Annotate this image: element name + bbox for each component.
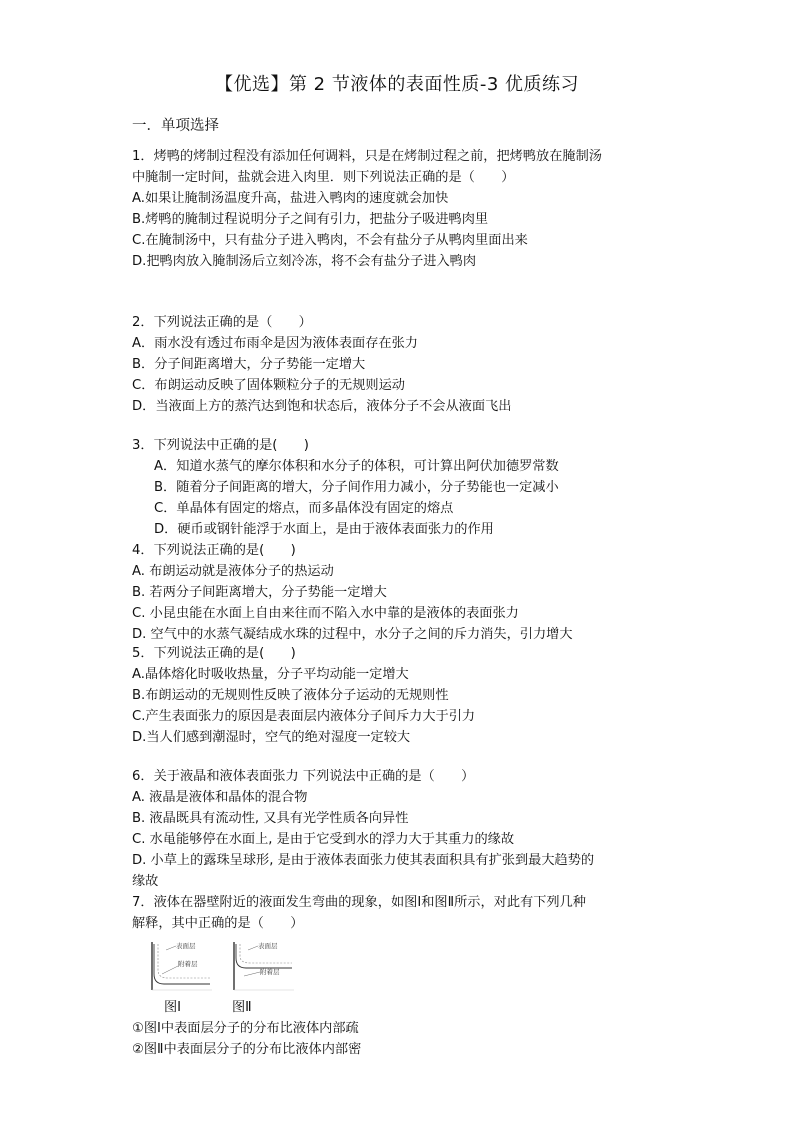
question-7-stem-line-1: 7．液体在器壁附近的液面发生弯曲的现象，如图Ⅰ和图Ⅱ所示，对此有下列几种 [132,895,586,910]
question-5 [132,643,667,748]
question-5-option-c: C.产生表面张力的原因是表面层内液体分子间斥力大于引力 [132,709,476,724]
question-1-stem-line-1: 1．烤鸭的烤制过程没有添加任何调料，只是在烤制过程之前，把烤鸭放在腌制汤 [132,149,602,164]
question-5-option-d: D.当人们感到潮湿时，空气的绝对湿度一定较大 [132,730,411,745]
figure-2-diagram [234,941,294,990]
question-1-option-b: B.烤鸭的腌制过程说明分子之间有引力，把盐分子吸进鸭肉里 [132,212,489,227]
question-3-option-c: C．单晶体有固定的熔点，而多晶体没有固定的熔点 [154,501,454,516]
question-7-statement-1: ①图Ⅰ中表面层分子的分布比液体内部疏 [132,1021,359,1036]
question-2-option-b: B．分子间距离增大，分子势能一定增大 [132,357,366,372]
question-4 [132,540,667,645]
figure-1-caption: 图Ⅰ [164,1000,182,1015]
figure-2-caption: 图Ⅱ [232,1000,252,1015]
question-6-option-a: A. 液晶是液体和晶体的混合物 [132,790,308,805]
question-1-option-d: D.把鸭肉放入腌制汤后立刻冷冻，将不会有盐分子进入鸭肉 [132,254,477,269]
question-5-stem: 5．下列说法正确的是( ) [132,646,296,661]
question-6-option-d-line-2: 缘故 [132,874,159,889]
question-2 [132,312,667,417]
question-2-stem: 2．下列说法正确的是（ ） [132,315,312,330]
question-7-stem-line-2: 解释，其中正确的是（ ） [132,916,304,931]
figure-2-attach-label: 附着层 [260,968,280,976]
page-title: 【优选】第 2 节液体的表面性质-3 优质练习 [214,74,580,95]
question-7 [132,892,667,934]
question-1-stem-line-2: 中腌制一定时间，盐就会进入肉里．则下列说法正确的是（ ） [132,170,515,185]
question-3-option-d: D．硬币或钢针能浮于水面上，是由于液体表面张力的作用 [154,522,494,537]
question-7-statements [132,1018,667,1060]
question-3 [132,435,667,540]
question-2-option-c: C．布朗运动反映了固体颗粒分子的无规则运动 [132,378,405,393]
figure-1-attach-label: 附着层 [178,960,198,968]
question-6-stem: 6．关于液晶和液体表面张力 下列说法中正确的是（ ） [132,769,475,784]
question-2-option-d: D．当液面上方的蒸汽达到饱和状态后，液体分子不会从液面飞出 [132,399,512,414]
question-4-option-d: D. 空气中的水蒸气凝结成水珠的过程中，水分子之间的斥力消失，引力增大 [132,627,573,642]
question-4-option-b: B. 若两分子间距离增大，分子势能一定增大 [132,585,387,600]
question-1-option-c: C.在腌制汤中，只有盐分子进入鸭肉，不会有盐分子从鸭肉里面出来 [132,233,528,248]
figure-1-surface-label: 表面层 [176,942,196,950]
question-3-option-b: B．随着分子间距离的增大，分子间作用力减小，分子势能也一定减小 [154,480,559,495]
section-heading: 一．单项选择 [132,118,219,134]
question-1-option-a: A.如果让腌制汤温度升高，盐进入鸭肉的速度就会加快 [132,191,449,206]
question-6-option-d-line-1: D. 小草上的露珠呈球形, 是由于液体表面张力使其表面积具有扩张到最大趋势的 [132,853,595,868]
question-3-option-a: A．知道水蒸气的摩尔体积和水分子的体积，可计算出阿伏加德罗常数 [154,459,559,474]
question-6 [132,766,667,892]
question-5-option-b: B.布朗运动的无规则性反映了液体分子运动的无规则性 [132,688,449,703]
question-4-option-a: A. 布朗运动就是液体分子的热运动 [132,564,334,579]
question-4-option-c: C. 小昆虫能在水面上自由来往而不陷入水中靠的是液体的表面张力 [132,606,519,621]
question-5-option-a: A.晶体熔化时吸收热量，分子平均动能一定增大 [132,667,409,682]
figure-2-surface-label: 表面层 [258,942,278,950]
question-6-option-b: B. 液晶既具有流动性, 又具有光学性质各向异性 [132,811,409,826]
question-6-option-c: C. 水黾能够停在水面上, 是由于它受到水的浮力大于其重力的缘故 [132,832,515,847]
question-1 [132,146,667,272]
question-2-option-a: A．雨水没有透过布雨伞是因为液体表面存在张力 [132,336,418,351]
figure-1-diagram [152,941,212,990]
question-7-statement-2: ②图Ⅱ中表面层分子的分布比液体内部密 [132,1042,362,1057]
question-3-stem: 3．下列说法中正确的是( ) [132,438,309,453]
question-4-stem: 4．下列说法正确的是( ) [132,543,296,558]
